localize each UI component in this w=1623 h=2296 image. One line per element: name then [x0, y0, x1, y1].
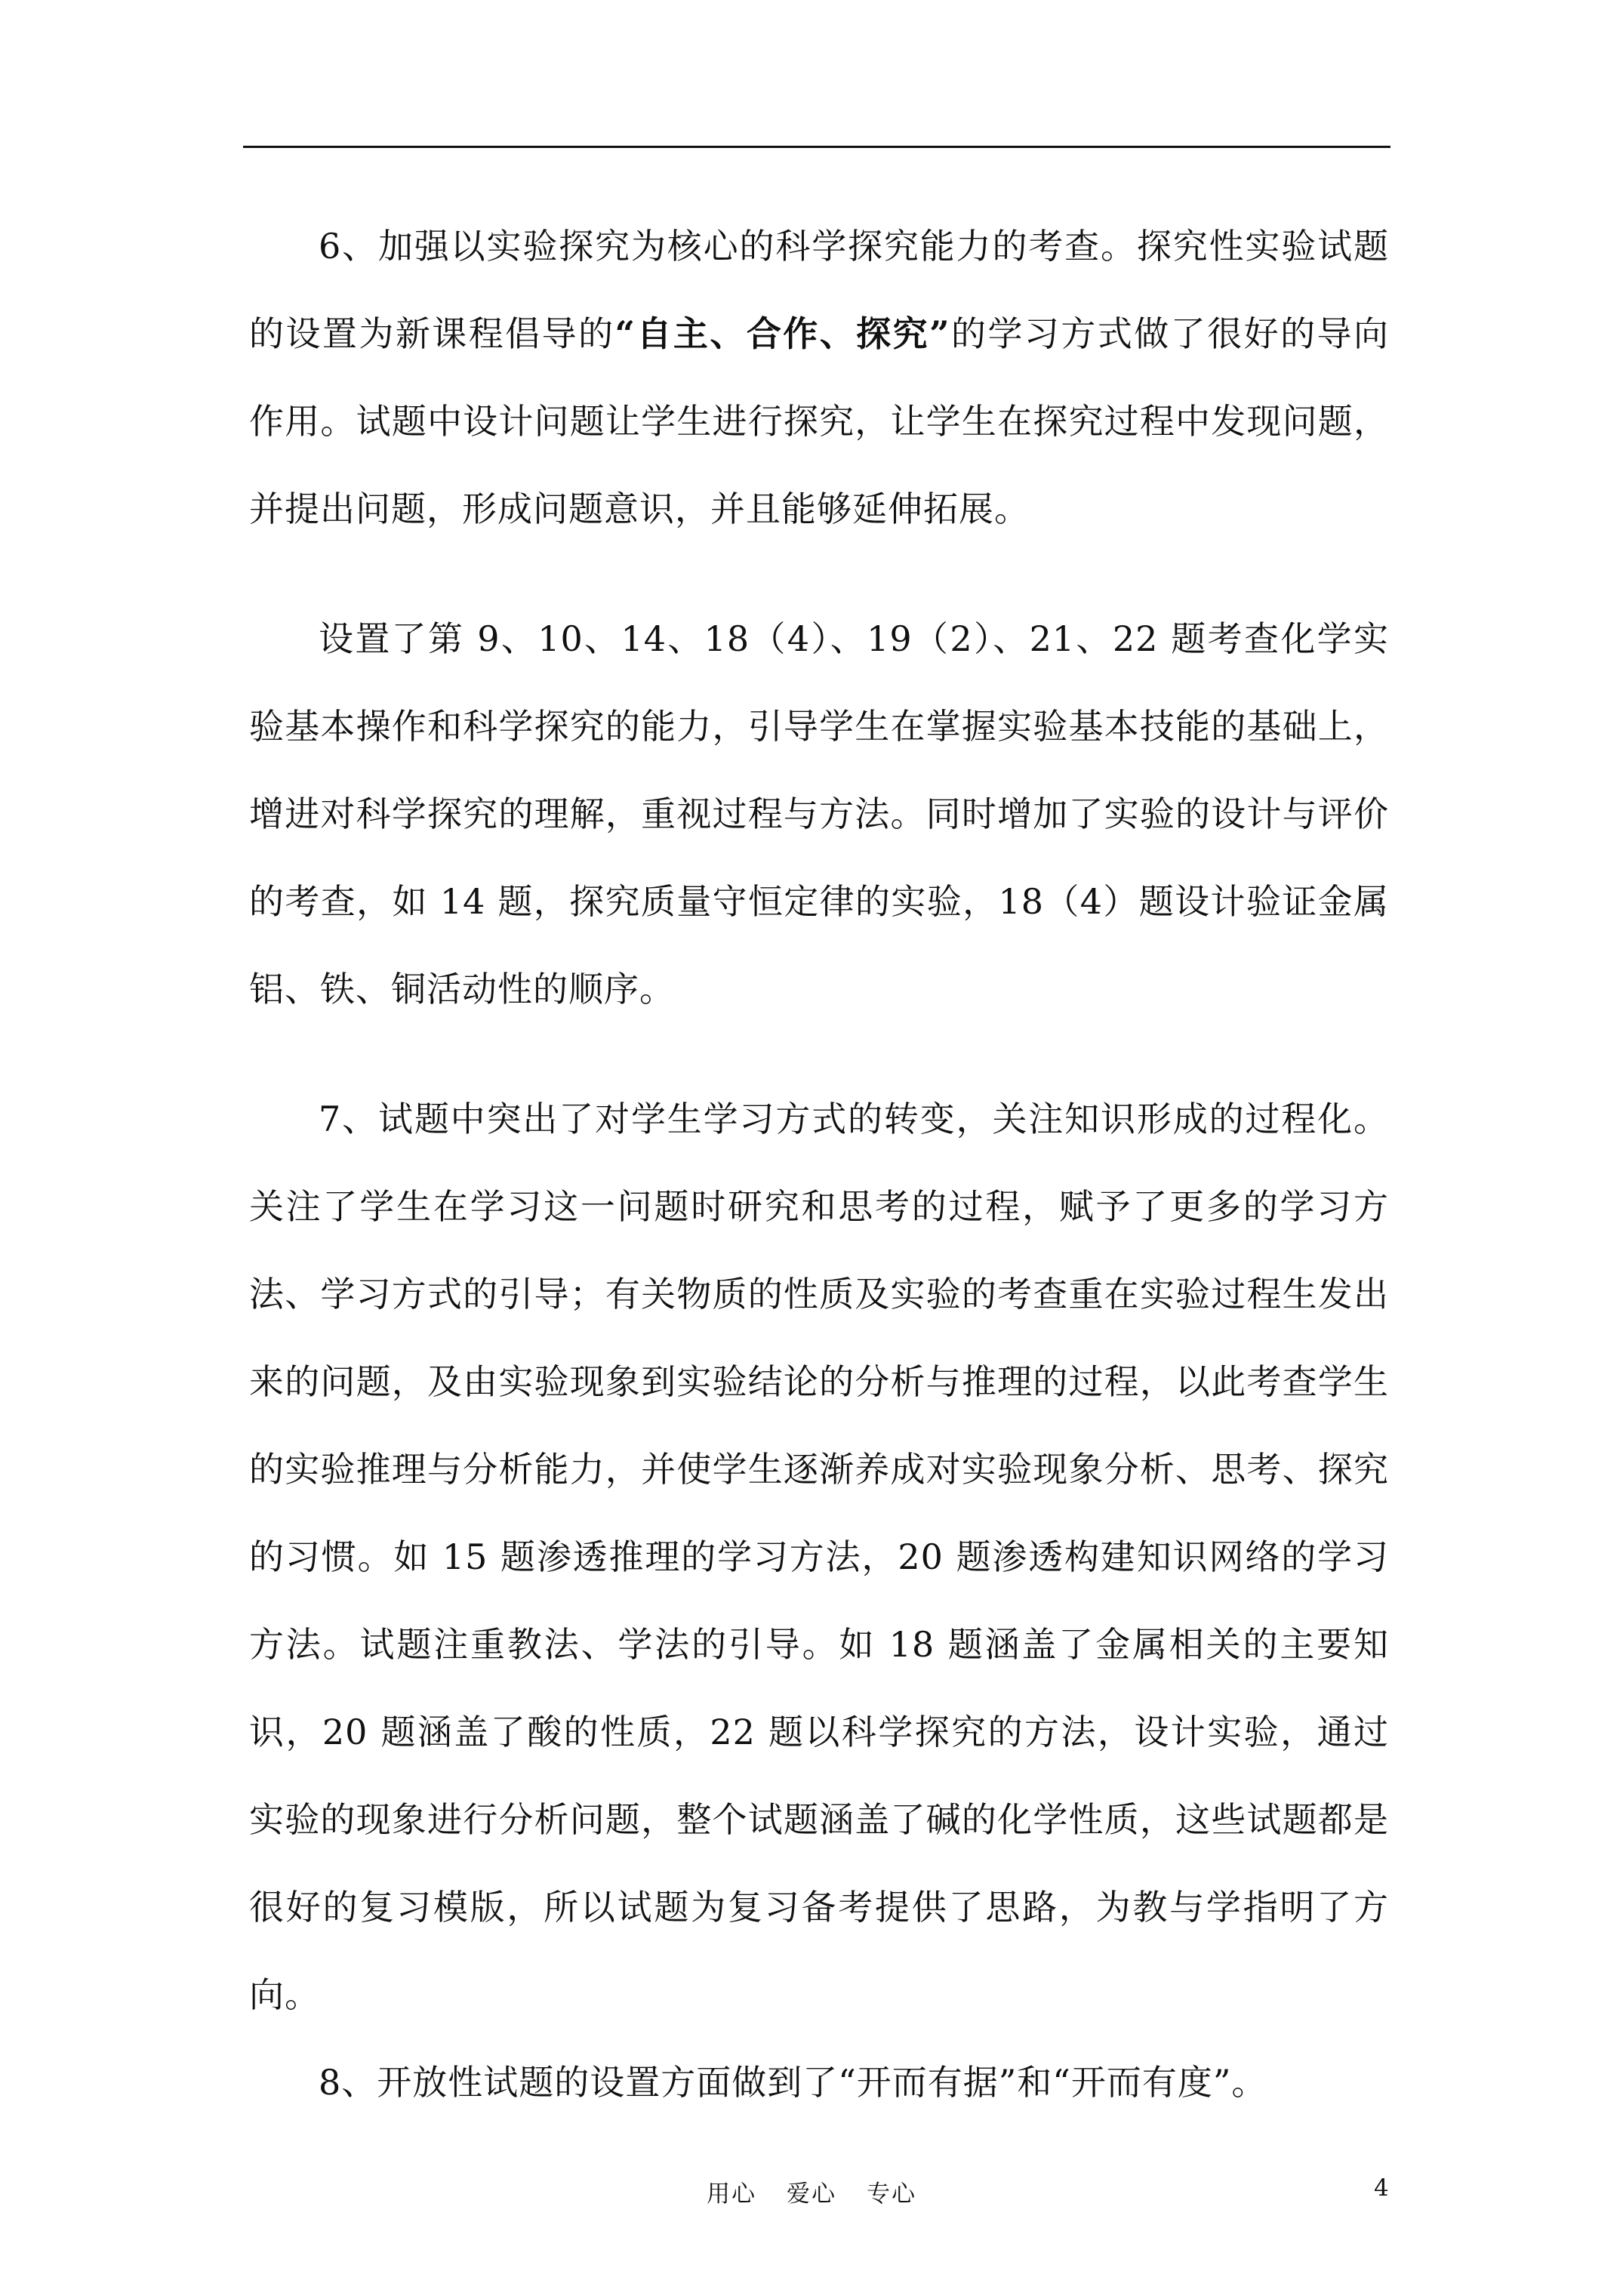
- paragraph-question-list-text: 设置了第 9、10、14、18（4）、19（2）、21、22 题考查化学实验基本操作和科学探究的能力，引导学生在掌握实验基本技能的基础上，增进对科学探究的理解，重视过程与方法。同时增加了实验的设计与评价的考查，如 14 题，探究质量守恒定律的实验，18（4）题设计验证金属铝、铁、铜活动性的顺序。: [249, 618, 1389, 1009]
- paragraph-6-text-rest: 的学习方式做了很好的导向作用。试题中设计问题让学生进行探究，让学生在探究过程中发现问题，并提出问题，形成问题意识，并且能够延伸拓展。: [249, 313, 1390, 529]
- paragraph-7: [249, 1075, 1389, 2039]
- page-number: 4: [1374, 2174, 1389, 2202]
- footer-motto-3: 专心: [867, 2180, 916, 2208]
- body-text: [249, 202, 1389, 2126]
- paragraph-8-text: 8、开放性试题的设置方面做到了“开而有据”和“开而有度”。: [319, 2062, 1267, 2103]
- paragraph-8: [249, 2039, 1389, 2126]
- paragraph-6: [249, 202, 1389, 553]
- footer-motto-1: 用心: [707, 2180, 756, 2208]
- footer-motto-2: 爱心: [787, 2180, 836, 2208]
- paragraph-6-text: 6、加强以实验探究为核心的科学探究能力的考查。探究性实验试题的设置为新课程倡导的: [249, 226, 1389, 354]
- paragraph-question-list: [249, 595, 1389, 1033]
- paragraph-7-text: 7、试题中突出了对学生学习方式的转变，关注知识形成的过程化。关注了学生在学习这一问题时研究和思考的过程，赋予了更多的学习方法、学习方式的引导；有关物质的性质及实验的考查重在实验过程生发出来的问题，及由实验现象到实验结论的分析与推理的过程，以此考查学生的实验推理与分析能力，并使学生逐渐养成对实验现象分析、思考、探究的习惯。如 15 题渗透推理的学习方法，20 题渗透构建知识网络的学习方法。试题注重教法、学法的引导。如 18 题涵盖了金属相关的主要知识，20 题涵盖了酸的性质，22 题以科学探究的方法，设计实验，通过实验的现象进行分析问题，整个试题涵盖了碱的化学性质，这些试题都是很好的复习模版，所以试题为复习备考提供了思路，为教与学指明了方向。: [249, 1099, 1389, 2015]
- header-rule: [243, 146, 1390, 148]
- paragraph-6-emphasis: “自主、合作、探究”: [614, 313, 950, 354]
